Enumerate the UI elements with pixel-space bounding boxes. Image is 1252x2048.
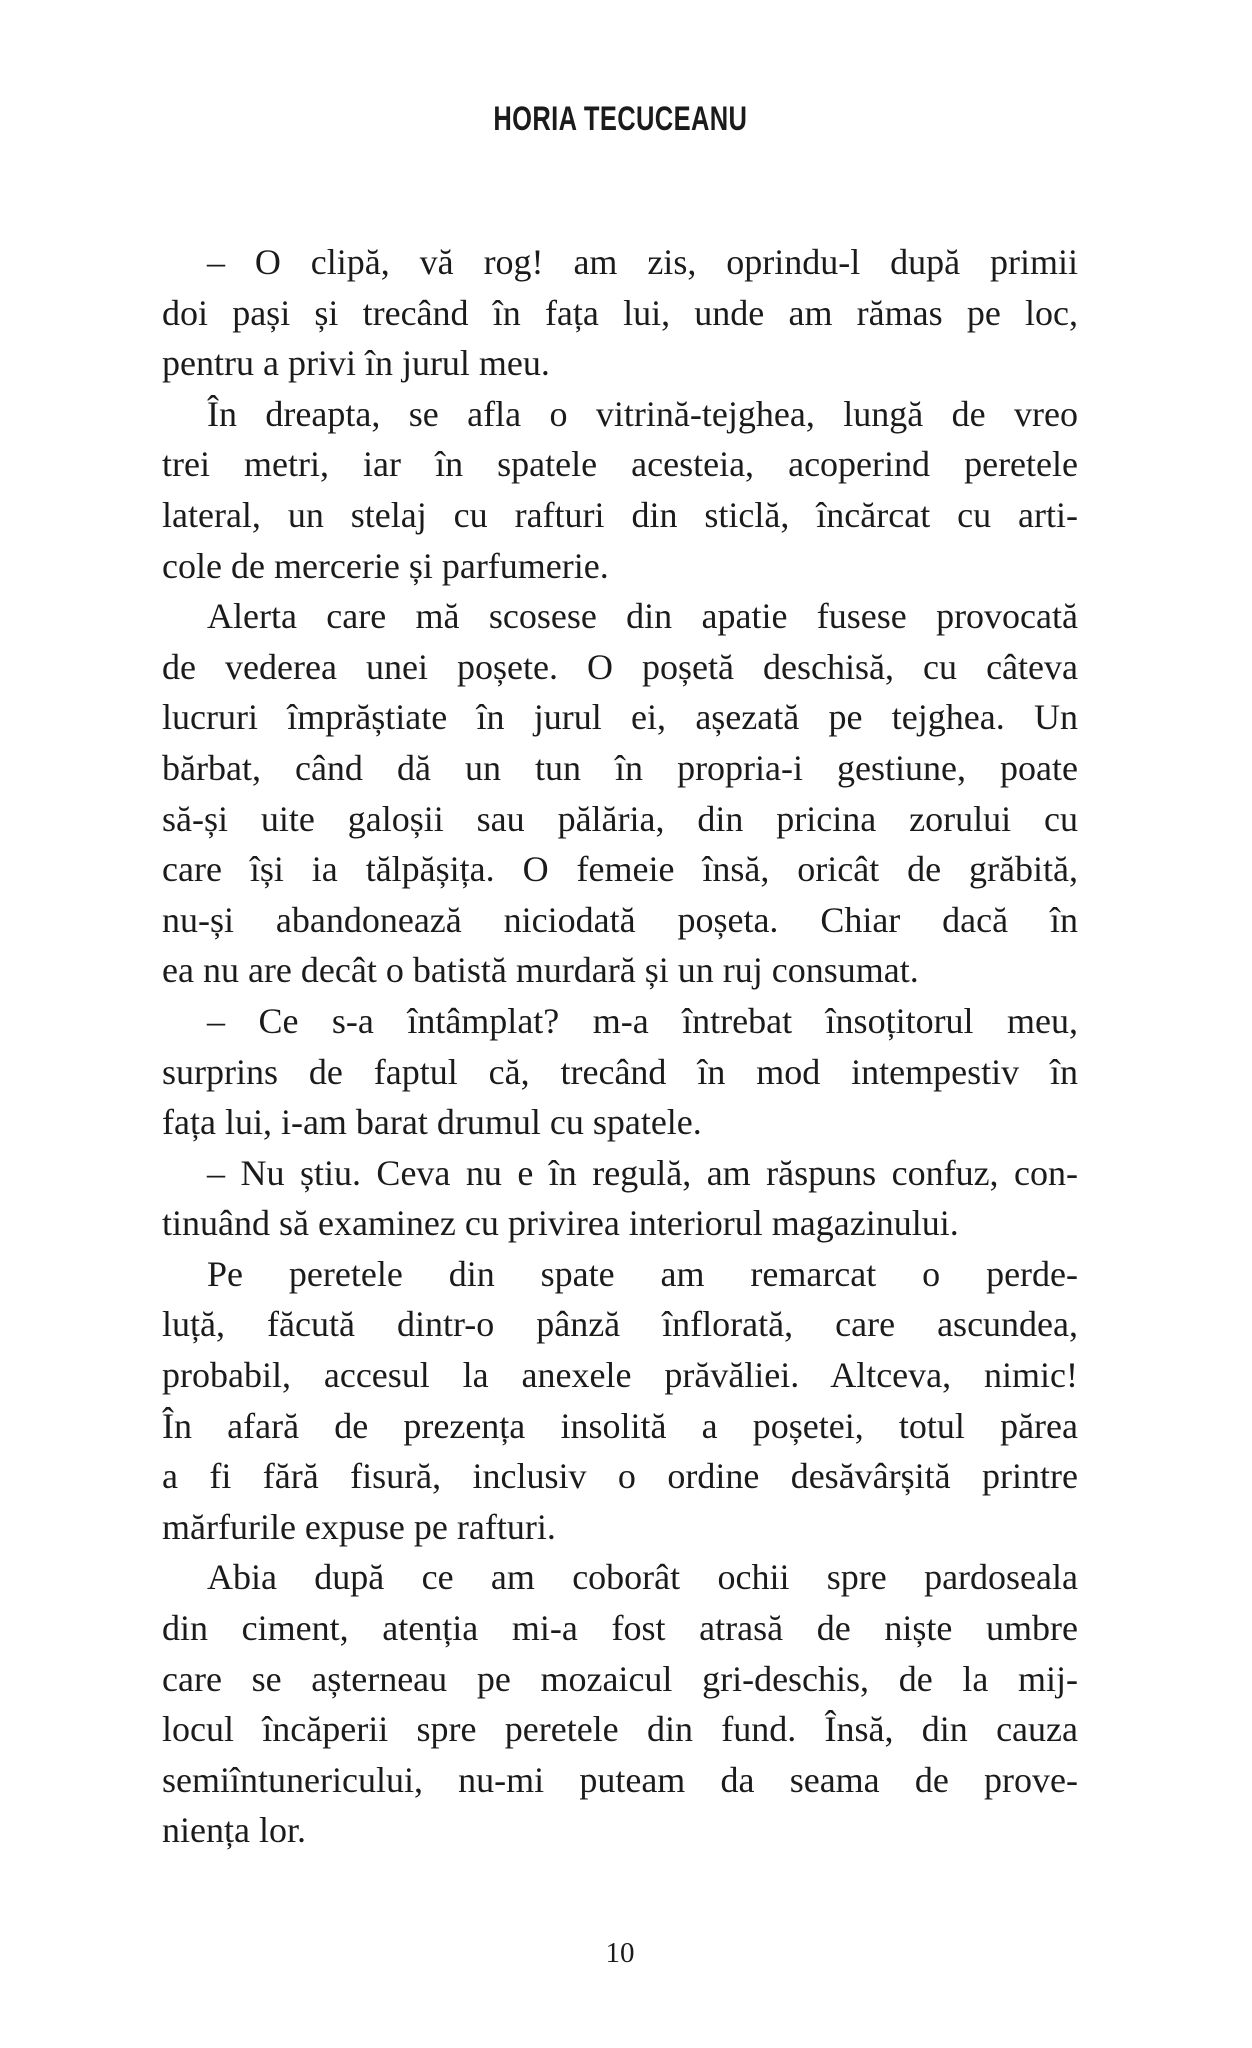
- text-line: semiîntunericului, nu-mi puteam da seama de prove-: [162, 1759, 1078, 1800]
- paragraph: [162, 1249, 1078, 1553]
- text-line: fața lui, i-am barat drumul cu spatele.: [162, 1102, 702, 1143]
- text-line: luță, făcută dintr-o pânză înflorată, care ascundea,: [162, 1304, 1078, 1345]
- page-footer: [162, 1936, 1078, 1970]
- text-line: În dreapta, se afla o vitrină-tejghea, lungă de vreo: [207, 393, 1078, 434]
- text-line: – Ce s-a întâmplat? m-a întrebat însoțitorul meu,: [207, 1000, 1078, 1041]
- text-line: trei metri, iar în spatele acesteia, acoperind peretele: [162, 444, 1078, 485]
- text-line: bărbat, când dă un tun în propria-i gestiune, poate: [162, 747, 1078, 788]
- text-line: să-și uite galoșii sau pălăria, din pricina zorului cu: [162, 798, 1078, 839]
- paragraph: [162, 996, 1078, 1148]
- body-text: [162, 237, 1078, 1856]
- text-line: cole de mercerie și parfumerie.: [162, 545, 609, 586]
- text-line: probabil, accesul la anexele prăvăliei. Altceva, nimic!: [162, 1355, 1078, 1396]
- text-line: de vederea unei poșete. O poșetă deschisă, cu câteva: [162, 646, 1078, 687]
- text-line: Abia după ce am coborât ochii spre pardoseala: [207, 1557, 1078, 1598]
- text-line: surprins de faptul că, trecând în mod intempestiv în: [162, 1051, 1078, 1092]
- paragraph: [162, 389, 1078, 591]
- paragraph: [162, 1148, 1078, 1249]
- text-line: din ciment, atenția mi-a fost atrasă de niște umbre: [162, 1608, 1078, 1649]
- text-line: – Nu știu. Ceva nu e în regulă, am răspuns confuz, con-: [207, 1152, 1078, 1193]
- text-line: tinuând să examinez cu privirea interiorul magazinului.: [162, 1203, 959, 1244]
- text-line: lateral, un stelaj cu rafturi din sticlă, încărcat cu arti-: [162, 494, 1078, 535]
- text-line: mărfurile expuse pe rafturi.: [162, 1506, 556, 1547]
- paragraph: [162, 1552, 1078, 1856]
- text-line: a fi fără fisură, inclusiv o ordine desăvârșită printre: [162, 1456, 1078, 1497]
- text-line: pentru a privi în jurul meu.: [162, 343, 550, 384]
- text-line: În afară de prezența insolită a poșetei, totul părea: [162, 1405, 1078, 1446]
- author-name: HORIA TECUCEANU: [492, 100, 748, 138]
- text-line: locul încăperii spre peretele din fund. Însă, din cauza: [162, 1709, 1078, 1750]
- text-line: doi pași și trecând în fața lui, unde am rămas pe loc,: [162, 292, 1078, 333]
- paragraph: [162, 237, 1078, 389]
- paragraph: [162, 591, 1078, 996]
- text-line: nu-și abandonează niciodată poșeta. Chiar dacă în: [162, 899, 1078, 940]
- text-line: care își ia tălpășița. O femeie însă, oricât de grăbită,: [162, 849, 1078, 890]
- text-line: Pe peretele din spate am remarcat o perde-: [207, 1253, 1078, 1294]
- text-line: lucruri împrăștiate în jurul ei, așezată pe tejghea. Un: [162, 697, 1078, 738]
- page-number: 10: [605, 1937, 635, 1969]
- running-header: [162, 102, 1078, 136]
- text-line: care se așterneau pe mozaicul gri-deschis, de la mij-: [162, 1658, 1078, 1699]
- text-line: Alerta care mă scosese din apatie fusese provocată: [207, 596, 1078, 637]
- text-line: niența lor.: [162, 1810, 306, 1851]
- text-line: – O clipă, vă rog! am zis, oprindu-l după primii: [207, 242, 1078, 282]
- text-line: ea nu are decât o batistă murdară și un ruj consumat.: [162, 950, 919, 991]
